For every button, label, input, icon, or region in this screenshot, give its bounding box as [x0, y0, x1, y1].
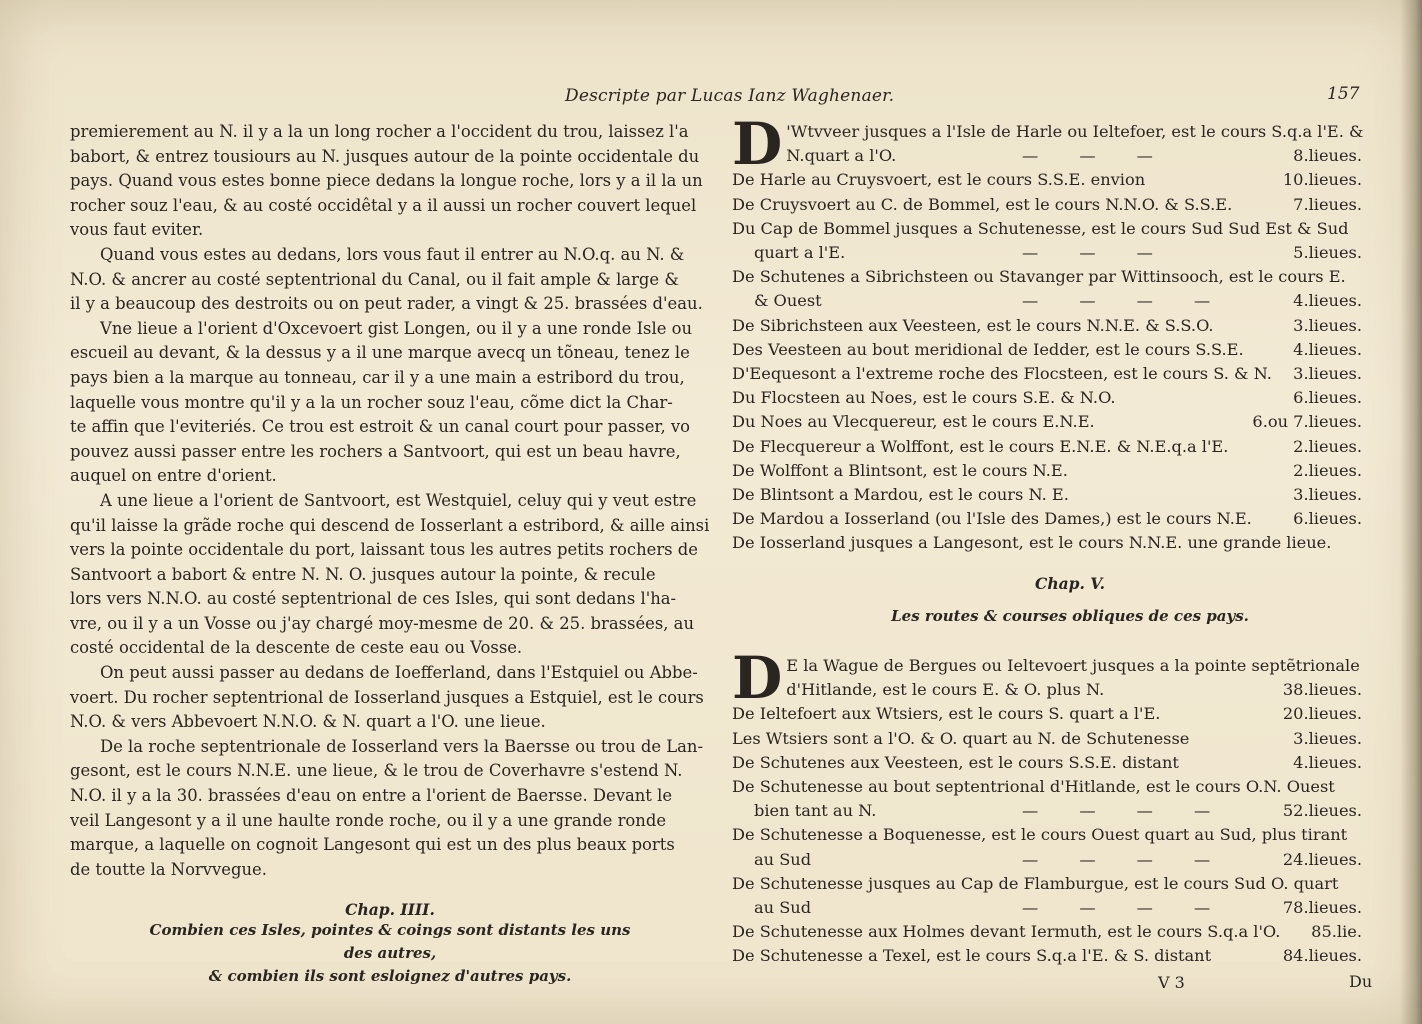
- text-line: pays. Quand vous estes bonne piece dedans la longue roche, lors y a il la un: [70, 171, 703, 191]
- route-distance: 24.lieues.: [1282, 849, 1362, 869]
- route-entry: [732, 168, 1372, 192]
- route-distance: 4.lieues.: [1293, 752, 1362, 772]
- route-entry: [732, 775, 1372, 799]
- right-column-lower: [732, 644, 1372, 969]
- route-distance: 3.lieues.: [1293, 485, 1362, 505]
- route-entry: [732, 386, 1372, 410]
- distance-table-1: [732, 110, 1372, 556]
- chapter-5-block: [880, 574, 1260, 628]
- route-entry: [732, 944, 1372, 968]
- route-text: au Sud: [754, 898, 812, 918]
- route-distance: 8.lieues.: [1293, 146, 1362, 166]
- route-entry: [732, 920, 1372, 944]
- route-text: De Ieltefoert aux Wtsiers, est le cours S. quart a l'E.: [732, 704, 1161, 724]
- text-line: laquelle vous montre qu'il y a la un rocher souz l'eau, cõme dict la Char-: [70, 392, 673, 412]
- route-distance: 84.lieues.: [1282, 946, 1362, 966]
- paragraph: [70, 317, 710, 489]
- text-line: babort, & entrez tousiours au N. jusques autour de la pointe occidentale du: [70, 146, 700, 166]
- route-text: Des Veesteen au bout meridional de Iedder, est le cours S.S.E.: [732, 339, 1244, 359]
- route-entry: [732, 896, 1372, 920]
- route-distance: 6.ou 7.lieues.: [1252, 412, 1362, 432]
- text-line: qu'il laisse la grãde roche qui descend de Iosserlant a estribord, & aille ainsi: [70, 515, 710, 535]
- text-line: lors vers N.N.O. au costé septentrional de ces Isles, qui sont dedans l'ha-: [70, 589, 677, 609]
- route-distance: 3.lieues.: [1293, 364, 1362, 384]
- text-line: On peut aussi passer au dedans de Ioefferland, dans l'Estquiel ou Abbe-: [100, 663, 698, 683]
- route-entry: [732, 362, 1372, 386]
- route-entry: [732, 241, 1372, 265]
- route-distance: 4.lieues.: [1293, 291, 1362, 311]
- text-line: vers la pointe occidentale du port, laissant tous les autres petits rochers de: [70, 540, 698, 560]
- route-entry: [732, 531, 1372, 555]
- route-text: N.quart a l'O.: [786, 146, 897, 166]
- paragraph: [70, 735, 710, 883]
- left-column: [70, 120, 710, 882]
- text-line: rocher souz l'eau, & au costé occidêtal y a il aussi un rocher couvert lequel: [70, 195, 697, 215]
- route-text: De Schutenesse jusques au Cap de Flamburgue, est le cours Sud O. quart: [732, 873, 1339, 893]
- drop-cap: D: [732, 110, 783, 178]
- route-entry: [732, 799, 1372, 823]
- route-distance: 10.lieues.: [1282, 170, 1362, 190]
- page-number: 157: [1327, 84, 1360, 104]
- route-text: De Harle au Cruysvoert, est le cours S.S.E. envion: [732, 170, 1146, 190]
- route-entry: [732, 265, 1372, 289]
- route-entry: [732, 751, 1372, 775]
- leader-dashes: — — — —: [1022, 801, 1229, 821]
- text-line: Santvoort a babort & entre N. N. O. jusques autour la pointe, & recule: [70, 564, 656, 584]
- text-line: vre, ou il y a un Vosse ou j'ay chargé moy-mesme de 20. & 25. brassées, au: [70, 613, 695, 633]
- route-text: De Cruysvoert au C. de Bommel, est le cours N.N.O. & S.S.E.: [732, 194, 1233, 214]
- text-line: N.O. & ancrer au costé septentrional du Canal, ou il fait ample & large &: [70, 269, 679, 289]
- drop-cap: D: [732, 644, 783, 712]
- text-line: il y a beaucoup des destroits ou on peut rader, a vingt & 25. brassées d'eau.: [70, 294, 703, 314]
- route-text: De Wolffont a Blintsont, est le cours N.E.: [732, 460, 1068, 480]
- text-line: de toutte la Norvvegue.: [70, 859, 267, 879]
- route-text: De Sibrichsteen aux Veesteen, est le cours N.N.E. & S.S.O.: [732, 315, 1214, 335]
- leader-dashes: — — —: [1022, 243, 1171, 263]
- text-line: costé occidental de la descente de ceste eau ou Vosse.: [70, 638, 523, 658]
- text-line: De la roche septentrionale de Iosserland vers la Baersse ou trou de Lan-: [100, 736, 704, 756]
- route-text: quart a l'E.: [754, 243, 846, 263]
- text-line: pouvez aussi passer entre les rochers a Santvoort, qui est un beau havre,: [70, 441, 681, 461]
- text-line: N.O. il y a la 30. brassées d'eau on entre a l'orient de Baersse. Devant le: [70, 786, 673, 806]
- route-text: De Flecquereur a Wolffont, est le cours E.N.E. & N.E.q.a l'E.: [732, 436, 1229, 456]
- chapter-4-title-line2: & combien ils sont esloignez d'autres pays.: [208, 967, 572, 985]
- route-distance: 20.lieues.: [1282, 704, 1362, 724]
- route-text: De Iosserland jusques a Langesont, est le cours N.N.E. une grande lieue.: [732, 533, 1332, 553]
- route-distance: 3.lieues.: [1293, 315, 1362, 335]
- route-text: De Schutenes aux Veesteen, est le cours S.S.E. distant: [732, 752, 1179, 772]
- chapter-4-block: [140, 900, 640, 988]
- route-text: De Schutenesse a Boquenesse, est le cours Ouest quart au Sud, plus tirant: [732, 825, 1348, 845]
- paragraph: [70, 489, 710, 661]
- signature-mark: V 3: [1158, 973, 1185, 992]
- route-text: & Ouest: [754, 291, 822, 311]
- route-entry: [732, 314, 1372, 338]
- right-column: [732, 110, 1372, 556]
- route-distance: 5.lieues.: [1293, 243, 1362, 263]
- route-entry: [732, 193, 1372, 217]
- route-text: au Sud: [754, 849, 812, 869]
- route-text: E la Wague de Bergues ou Ieltevoert jusques a la pointe septẽtrionale: [786, 656, 1360, 675]
- route-text: De Schutenesse au bout septentrional d'Hitlande, est le cours O.N. Ouest: [732, 777, 1335, 797]
- chapter-4-title-line1: Combien ces Isles, pointes & coings sont distants les uns des autres,: [149, 921, 631, 962]
- route-entry: [732, 410, 1372, 434]
- text-line: voert. Du rocher septentrional de Iosserland jusques a Estquiel, est le cours: [70, 687, 704, 707]
- route-entry: [732, 678, 1372, 702]
- route-entry: [732, 507, 1372, 531]
- route-distance: 2.lieues.: [1293, 460, 1362, 480]
- route-entry: [732, 289, 1372, 313]
- text-line: Vne lieue a l'orient d'Oxcevoert gist Longen, ou il y a une ronde Isle ou: [100, 318, 693, 338]
- page-edge-shadow: [1400, 0, 1422, 1024]
- route-text: De Schutenesse a Texel, est le cours S.q.a l'E. & S. distant: [732, 946, 1212, 966]
- route-entry: [732, 702, 1372, 726]
- text-line: te affin que l'eviteriés. Ce trou est estroit & un canal court pour passer, vo: [70, 417, 691, 437]
- route-text: 'Wtvveer jusques a l'Isle de Harle ou Ieltefoer, est le cours S.q.a l'E. &: [786, 122, 1364, 141]
- route-entry: [732, 435, 1372, 459]
- text-line: auquel on entre d'orient.: [70, 466, 277, 486]
- route-entry: [732, 848, 1372, 872]
- route-entry: [732, 338, 1372, 362]
- route-distance: 4.lieues.: [1293, 339, 1362, 359]
- route-distance: 38.lieues.: [1282, 680, 1362, 700]
- text-line: veil Langesont y a il une haulte ronde roche, ou il y a une grande ronde: [70, 810, 667, 830]
- catchword: Du: [1349, 972, 1373, 991]
- route-text: Du Cap de Bommel jusques a Schutenesse, est le cours Sud Sud Est & Sud: [732, 218, 1349, 238]
- route-distance: 2.lieues.: [1293, 436, 1362, 456]
- leader-dashes: — — — —: [1022, 291, 1229, 311]
- leader-dashes: — — — —: [1022, 898, 1229, 918]
- text-line: premierement au N. il y a la un long rocher a l'occident du trou, laissez l'a: [70, 122, 689, 141]
- leader-dashes: — — — —: [1022, 849, 1229, 869]
- route-text: De Blintsont a Mardou, est le cours N. E.: [732, 485, 1069, 505]
- route-text: D'Eequesont a l'extreme roche des Flocsteen, est le cours S. & N.: [732, 364, 1272, 384]
- route-distance: 78.lieues.: [1282, 898, 1362, 918]
- route-text: De Schutenes a Sibrichsteen ou Stavanger par Wittinsooch, est le cours E.: [732, 267, 1346, 287]
- route-text: bien tant au N.: [754, 801, 877, 821]
- chapter-5-heading: Chap. V.: [1035, 574, 1105, 593]
- route-entry: [732, 823, 1372, 847]
- leader-dashes: — — —: [1022, 146, 1171, 166]
- route-entry: [732, 459, 1372, 483]
- route-text: De Schutenesse aux Holmes devant Iermuth, est le cours S.q.a l'O.: [732, 922, 1281, 942]
- text-line: escueil au devant, & la dessus y a il une marque avecq un tõneau, tenez le: [70, 343, 690, 363]
- route-entry: [732, 483, 1372, 507]
- route-distance: 52.lieues.: [1282, 801, 1362, 821]
- route-entry: [732, 727, 1372, 751]
- route-distance: 7.lieues.: [1293, 194, 1362, 214]
- text-line: marque, a laquelle on cognoit Langesont qui est un des plus beaux ports: [70, 835, 675, 855]
- route-text: De Mardou a Iosserland (ou l'Isle des Dames,) est le cours N.E.: [732, 509, 1252, 529]
- route-distance: 6.lieues.: [1293, 388, 1362, 408]
- text-line: A une lieue a l'orient de Santvoort, est Westquiel, celuy qui y veut estre: [100, 490, 697, 510]
- route-entry: [732, 872, 1372, 896]
- text-line: pays bien a la marque au tonneau, car il y a une main a estribord du trou,: [70, 367, 685, 387]
- chapter-4-heading: Chap. IIII.: [345, 900, 435, 919]
- route-distance: 6.lieues.: [1293, 509, 1362, 529]
- paragraph: [70, 243, 710, 317]
- left-paragraphs: [70, 120, 710, 882]
- text-line: Quand vous estes au dedans, lors vous faut il entrer au N.O.q. au N. &: [100, 244, 685, 264]
- route-text: d'Hitlande, est le cours E. & O. plus N.: [786, 680, 1105, 700]
- route-text: Les Wtsiers sont a l'O. & O. quart au N. de Schutenesse: [732, 728, 1190, 748]
- running-head: Descripte par Lucas Ianz Waghenaer.: [565, 86, 895, 106]
- text-line: vous faut eviter.: [70, 220, 204, 240]
- paragraph: [70, 661, 710, 735]
- text-line: N.O. & vers Abbevoert N.N.O. & N. quart a l'O. une lieue.: [70, 712, 546, 732]
- route-distance: 85.lie.: [1311, 922, 1362, 942]
- route-text: Du Flocsteen au Noes, est le cours S.E. & N.O.: [732, 388, 1116, 408]
- route-distance: 3.lieues.: [1293, 728, 1362, 748]
- text-line: gesont, est le cours N.N.E. une lieue, & le trou de Coverhavre s'estend N.: [70, 761, 683, 781]
- paragraph: [70, 120, 710, 243]
- route-entry: [732, 217, 1372, 241]
- route-text: Du Noes au Vlecquereur, est le cours E.N.E.: [732, 412, 1095, 432]
- chapter-5-title: Les routes & courses obliques de ces pays.: [891, 607, 1249, 625]
- route-entry: [732, 144, 1372, 168]
- distance-table-2: [732, 644, 1372, 969]
